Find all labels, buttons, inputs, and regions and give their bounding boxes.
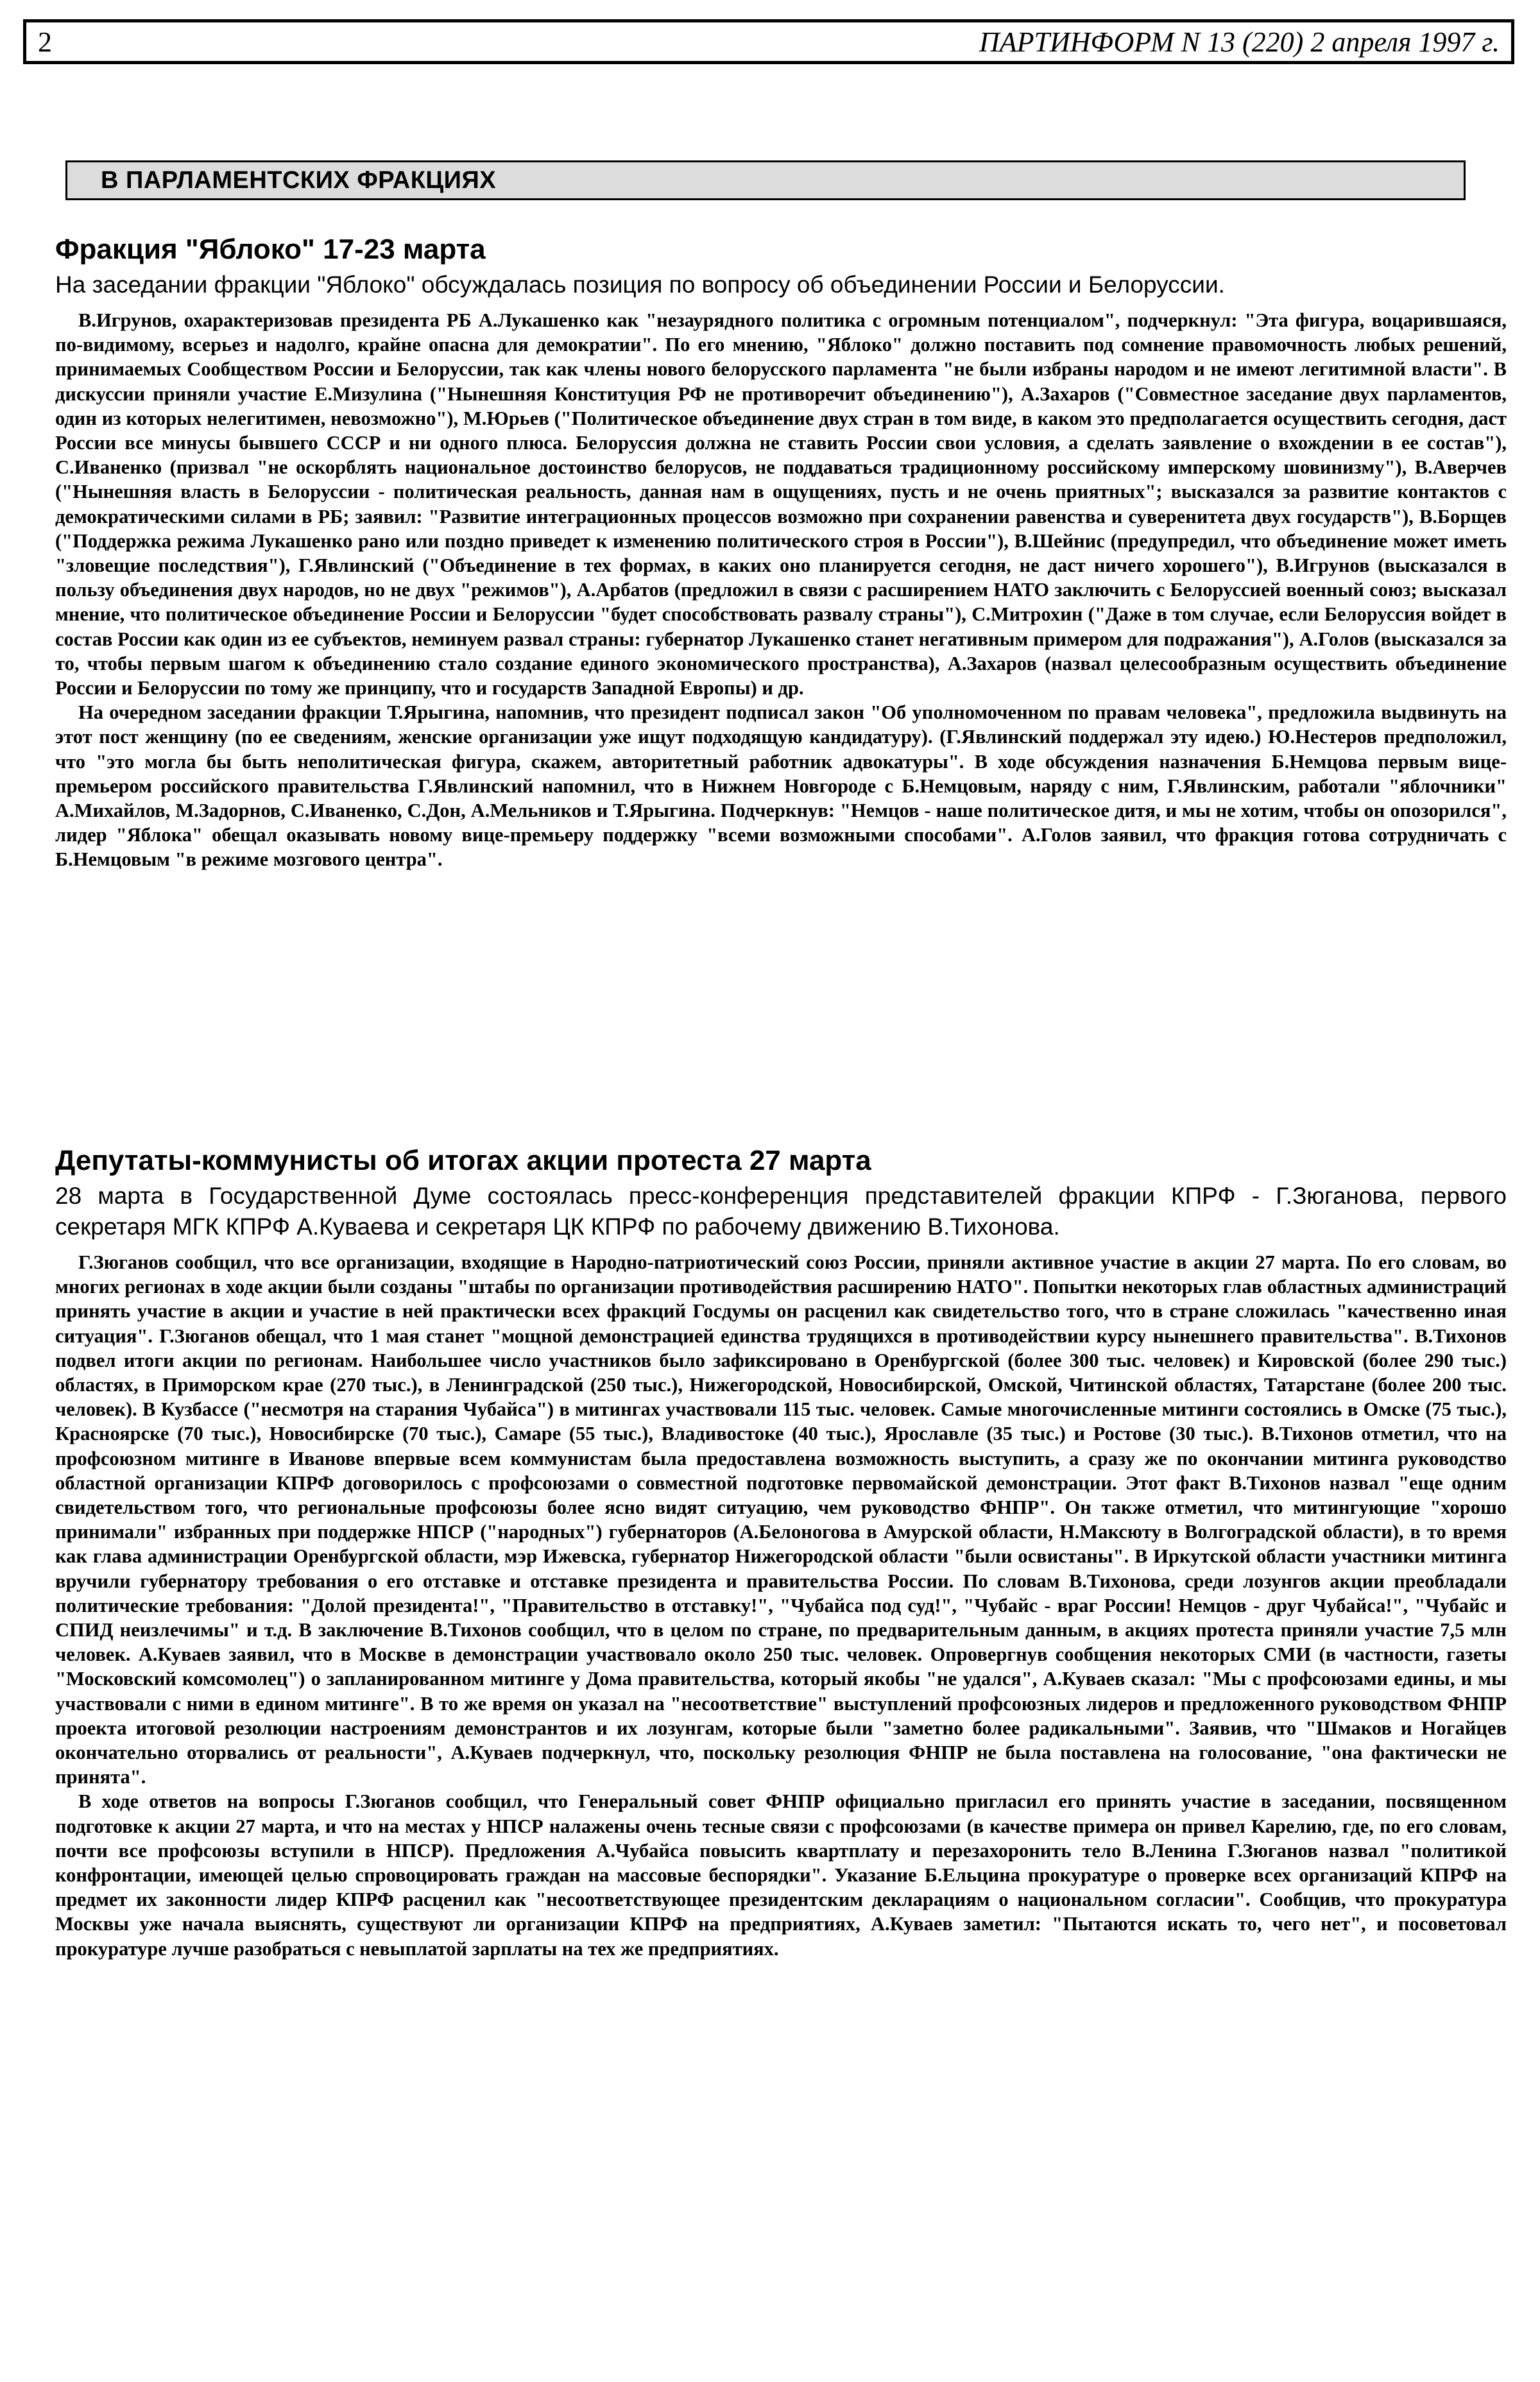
section-title-box xyxy=(65,160,1466,200)
article-headline: Депутаты-коммунисты об итогах акции протеста 27 марта xyxy=(55,1145,871,1176)
publication-line: ПАРТИНФОРМ N 13 (220) 2 апреля 1997 г. xyxy=(979,26,1500,58)
page-number: 2 xyxy=(38,26,52,58)
article-kprf xyxy=(55,1142,1507,1961)
article-yabloko xyxy=(55,231,1507,872)
section-title: В ПАРЛАМЕНТСКИХ ФРАКЦИЯХ xyxy=(101,166,497,194)
article-paragraph: В ходе ответов на вопросы Г.Зюганов сообщил, что Генеральный совет ФНПР официально пригласил его принять участие в заседании, посвященном подготовке к акции 27 марта, и что на местах у НПСР налажены очень тесные связи с профсоюзами (в качестве примера он привел Карелию, где, по его словам, почти все профсоюзы вступили в НПСР). Предложения А.Чубайса повысить квартплату и перезахоронить тело В.Ленина Г.Зюганов назвал "политикой конфронтации, имеющей целью спровоцировать граждан на массовые беспорядки". Указание Б.Ельцина прокуратуре о проверке всех организаций КПРФ на предмет их законности лидер КПРФ расценил как "несоответствующее президентским декларациям о национальном согласии". Сообщив, что прокуратура Москвы уже начала выяснять, существуют ли организации КПРФ на предприятиях, А.Куваев заметил: "Пытаются искать то, чего нет", и посоветовал прокуратуре лучше разобраться с невыплатой зарплаты на тех же предприятиях. xyxy=(55,1790,1507,1960)
page-header xyxy=(23,19,1514,64)
article-lead: На заседании фракции "Яблоко" обсуждалась позиция по вопросу об объединении России и Белоруссии. xyxy=(55,271,1225,298)
article-headline: Фракция "Яблоко" 17-23 марта xyxy=(55,234,486,265)
article-paragraph: На очередном заседании фракции Т.Ярыгина, напомнив, что президент подписал закон "Об уполномоченном по правам человека", предложила выдвинуть на этот пост женщину (по ее сведениям, женские организации уже ищут подходящую кандидатуру). (Г.Явлинский поддержал эту идею.) Ю.Нестеров предположил, что "это могла бы быть неполитическая фигура, скажем, авторитетный работник адвокатуры". В ходе обсуждения назначения Б.Немцова первым вице-премьером российского правительства Г.Явлинский напомнил, что в Нижнем Новгороде с Б.Немцовым, наряду с ним, Г.Явлинским, работали "яблочники" А.Михайлов, М.Задорнов, С.Иваненко, С.Дон, А.Мельников и Т.Ярыгина. Подчеркнув: "Немцов - наше политическое дитя, и мы не хотим, чтобы он опозорился", лидер "Яблока" обещал оказывать новому вице-премьеру поддержку "всеми возможными способами". А.Голов заявил, что фракция готова сотрудничать с Б.Немцовым "в режиме мозгового центра". xyxy=(55,701,1507,871)
article-paragraph: Г.Зюганов сообщил, что все организации, входящие в Народно-патриотический союз России, приняли активное участие в акции 27 марта. По его словам, во многих регионах в ходе акции были созданы "штабы по организации противодействия расширению НАТО". Попытки некоторых глав областных администраций принять участие в акции и участие в ней практически всех фракций Госдумы он расценил как свидетельство того, что в стране сложилась "качественно иная ситуация". Г.Зюганов обещал, что 1 мая станет "мощной демонстрацией единства трудящихся в противодействии курсу нынешнего правительства". В.Тихонов подвел итоги акции по регионам. Наибольшее число участников было зафиксировано в Оренбургской (более 300 тыс. человек) и Кировской (более 290 тыс.) областях, в Приморском крае (270 тыс.), в Ленинградской (250 тыс.), Нижегородской, Новосибирской, Омской, Читинской областях, Татарстане (более 200 тыс. человек). В Кузбассе ("несмотря на старания Чубайса") в митингах участвовали 115 тыс. человек. Самые многочисленные митинги состоялись в Омске (75 тыс.), Красноярске (70 тыс.), Новосибирске (70 тыс.), Самаре (55 тыс.), Владивостоке (40 тыс.), Ярославле (35 тыс.) и Ростове (30 тыс.). В.Тихонов отметил, что на профсоюзном митинге в Иванове впервые всем коммунистам была предоставлена возможность выступить, а сразу же по окончании митинга руководство областной организации КПРФ договорилось с профсоюзами о совместной подготовке первомайской демонстрации. Этот факт В.Тихонов назвал "еще одним свидетельством того, что региональные профсоюзы более ясно видят ситуацию, чем руководство ФНПР". Он также отметил, что митингующие "хорошо принимали" избранных при поддержке НПСР ("народных") губернаторов (А.Белоногова в Амурской области, Н.Максюту в Волгоградской области), в то время как глава администрации Оренбургской области, мэр Ижевска, губернатор Нижегородской области "были освистаны". В Иркутской области участники митинга вручили губернатору требования о его отставке и отставке президента и правительства России. По словам В.Тихонова, среди лозунгов акции преобладали политические требования: "Долой президента!", "Правительство в отставку!", "Чубайса под суд!", "Чубайс - враг России! Немцов - друг Чубайса!", "Чубайс и СПИД неизлечимы" и т.д. В заключение В.Тихонов сообщил, что в целом по стране, по предварительным данным, в акциях протеста приняли участие 7,5 млн человек. А.Куваев заявил, что в Москве в демонстрации участвовало около 250 тыс. человек. Опровергнув сообщения некоторых СМИ (в частности, газеты "Московский комсомолец") о запланированном митинге у Дома правительства, который якобы "не удался", А.Куваев сказал: "Мы с профсоюзами едины, и мы участвовали с ними в едином митинге". В то же время он указал на "несоответствие" выступлений профсоюзных лидеров и предложенного руководством ФНПР проекта итоговой резолюции настроениям демонстрантов и их лозунгам, которые были "заметно более радикальными". Заявив, что "Шмаков и Ногайцев окончательно оторвались от реальности", А.Куваев подчеркнул, что, поскольку резолюция ФНПР не была поставлена на голосование, "она фактически не принята". xyxy=(55,1251,1507,1788)
article-lead: 28 марта в Государственной Думе состоялась пресс-конференция представителей фракции КПРФ - Г.Зюганова, первого секретаря МГК КПРФ А.Куваева и секретаря ЦК КПРФ по рабочему движению В.Тихонова. xyxy=(55,1183,1507,1240)
article-paragraph: В.Игрунов, охарактеризовав президента РБ А.Лукашенко как "незаурядного политика с огромным потенциалом", подчеркнул: "Эта фигура, воцарившаяся, по-видимому, всерьез и надолго, крайне опасна для демократии". По его мнению, "Яблоко" должно поставить под сомнение правомочность любых решений, принимаемых Сообществом России и Белоруссии, так как члены нового белорусского парламента "не были избраны народом и не имеют легитимной власти". В дискуссии приняли участие Е.Мизулина ("Нынешняя Конституция РФ не противоречит объединению"), А.Захаров ("Совместное заседание двух парламентов, один из которых нелегитимен, невозможно"), М.Юрьев ("Политическое объединение двух стран в том виде, в каком это предполагается осуществить сегодня, даст России все минусы бывшего СССР и ни одного плюса. Белоруссия должна не ставить России свои условия, а сделать заявление о вхождении в ее состав"), С.Иваненко (призвал "не оскорблять национальное достоинство белорусов, не поддаваться традиционному российскому имперскому шовинизму"), В.Аверчев ("Нынешняя власть в Белоруссии - политическая реальность, данная нам в ощущениях, пусть и не очень приятных"; высказался за развитие контактов с демократическими силами в РБ; заявил: "Развитие интеграционных процессов возможно при сохранении равенства и суверенитета двух государств"), В.Борщев ("Поддержка режима Лукашенко рано или поздно приведет к изменению политического строя в России"), В.Шейнис (предупредил, что объединение может иметь "зловещие последствия"), Г.Явлинский ("Объединение в тех формах, в каких оно планируется сегодня, не даст ничего хорошего"), В.Игрунов (высказался в пользу объединения двух народов, но не двух "режимов"), А.Арбатов (предложил в связи с расширением НАТО заключить с Белоруссией военный союз; высказал мнение, что политическое объединение России и Белоруссии "будет способствовать развалу страны"), С.Митрохин ("Даже в том случае, если Белоруссия войдет в состав России как один из ее субъектов, неминуем развал страны: губернатор Лукашенко станет негативным примером для подражания"), А.Голов (высказался за то, чтобы первым шагом к объединению стало создание единого экономического пространства), А.Захаров (назвал целесообразным осуществить объединение России и Белоруссии по тому же принципу, что и государств Западной Европы) и др. xyxy=(55,309,1507,699)
